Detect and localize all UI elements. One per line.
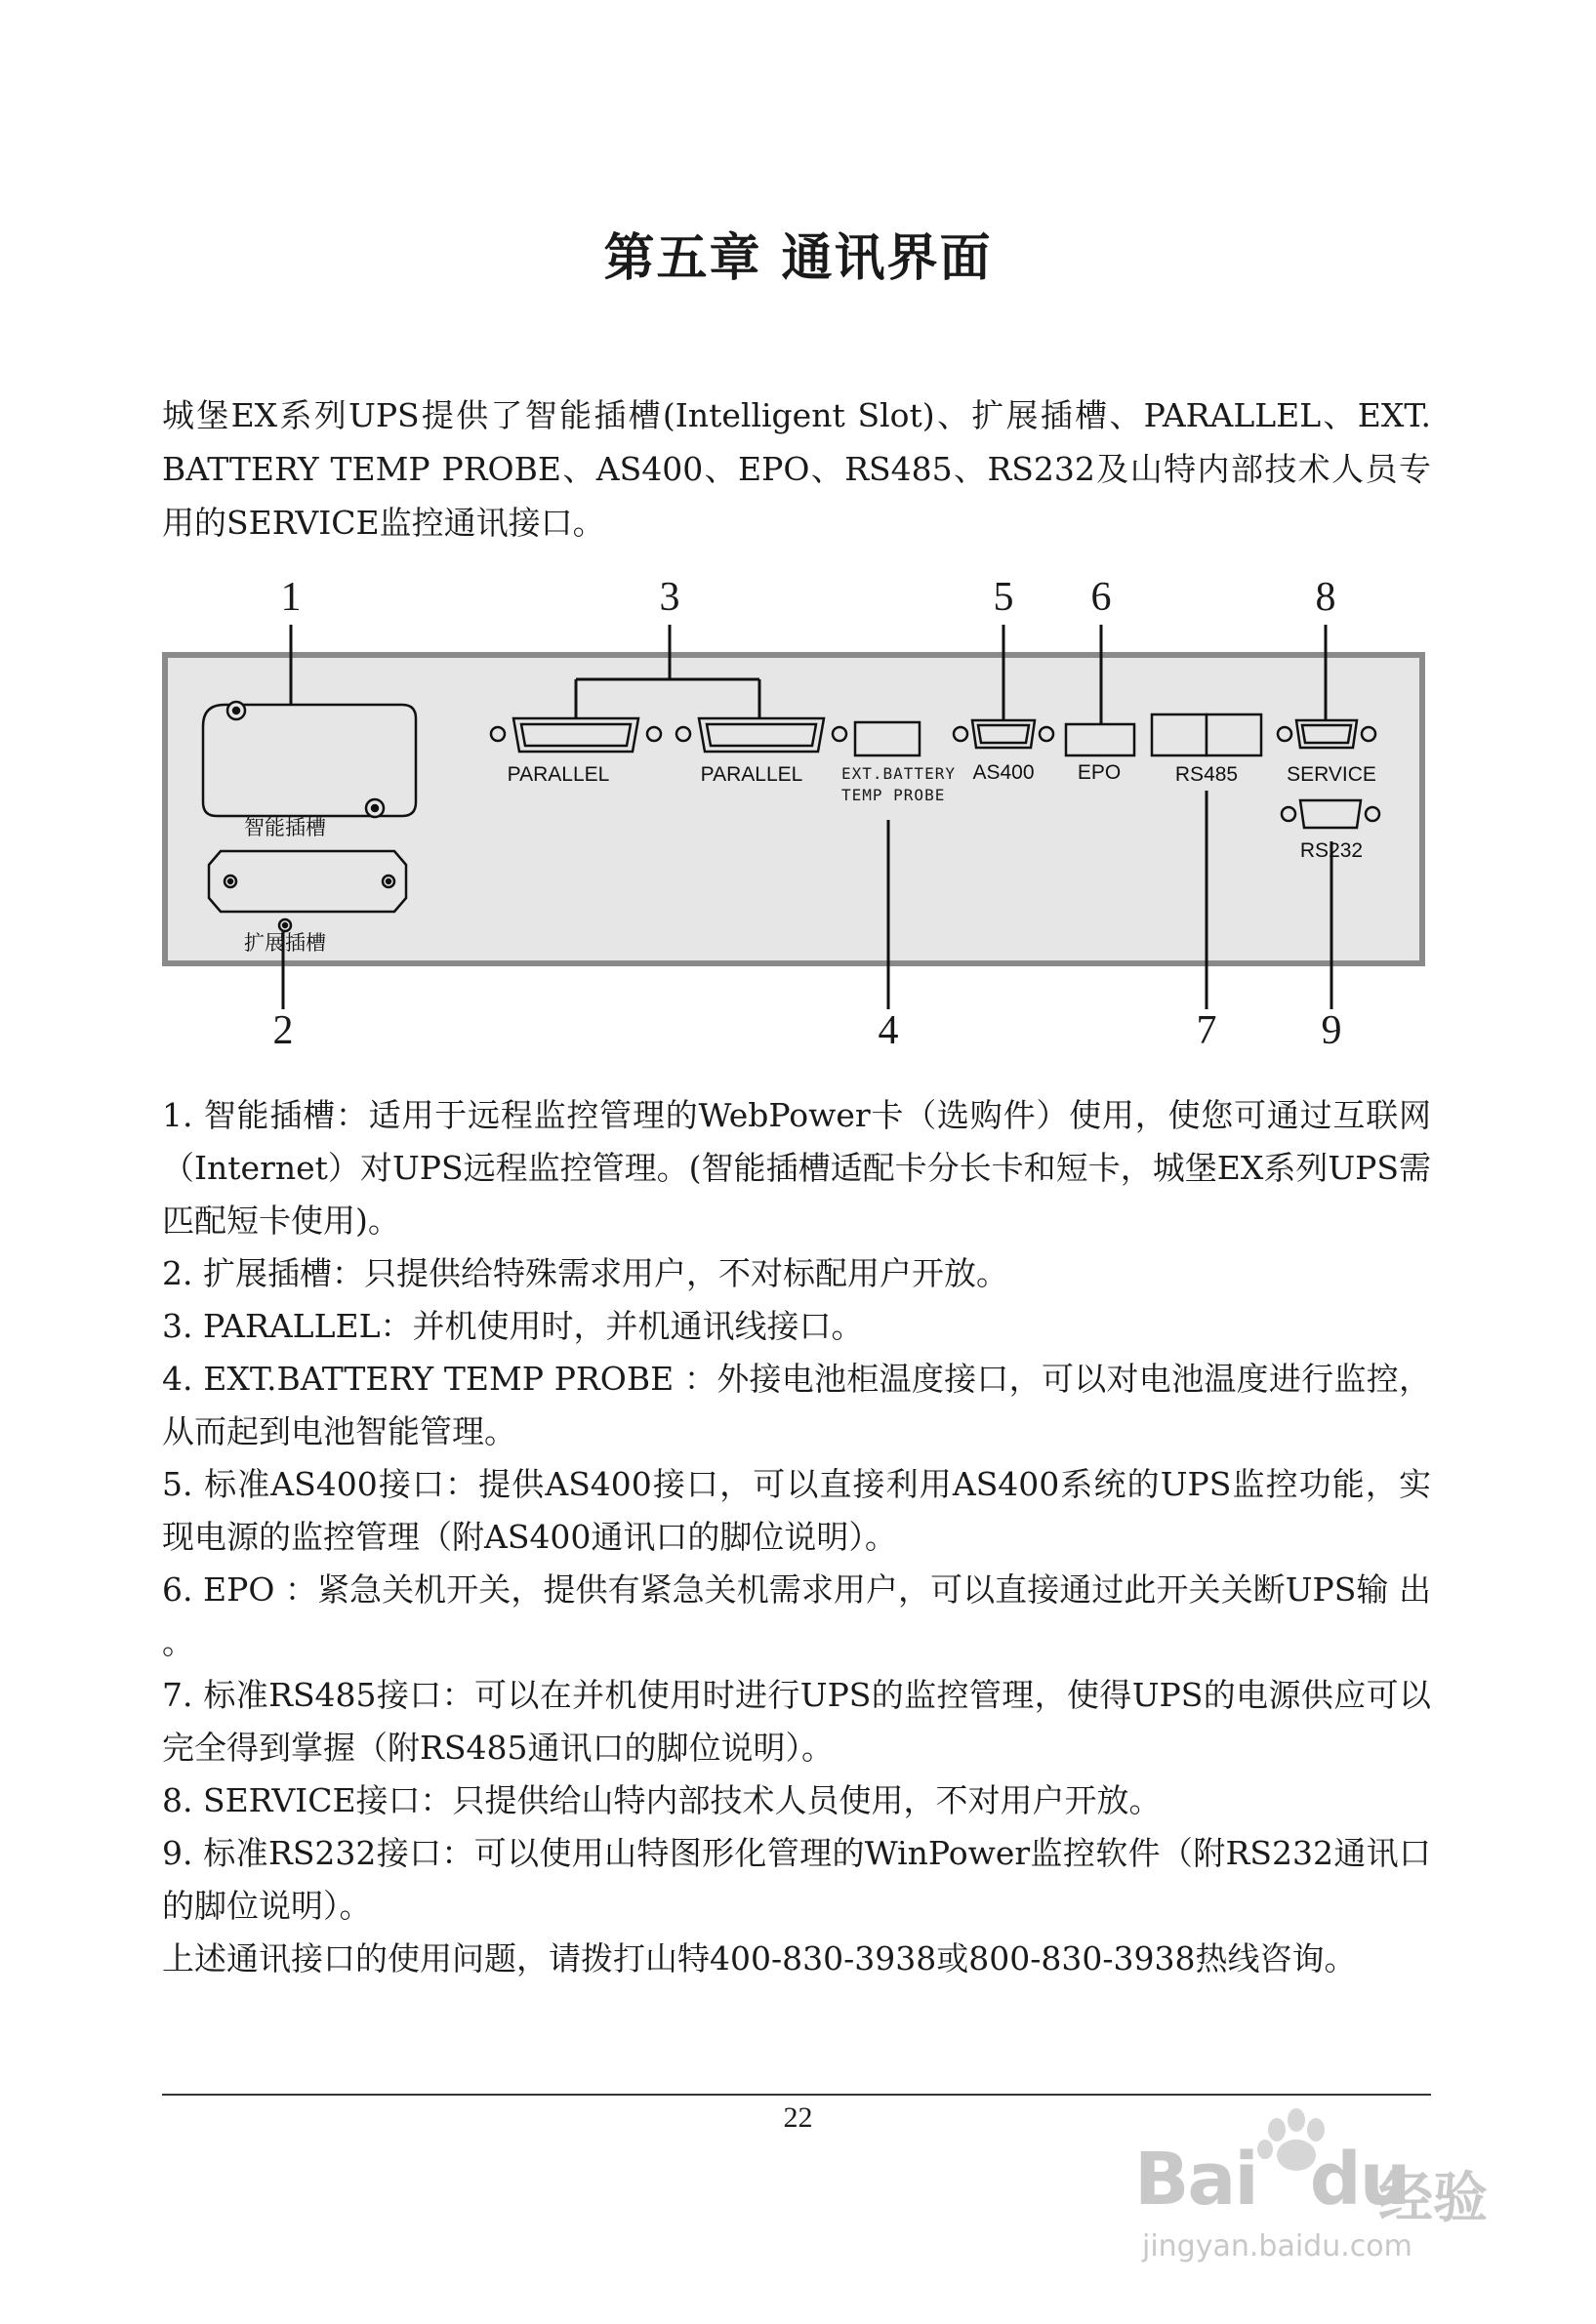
rs232-port-drawing bbox=[1282, 800, 1379, 828]
service-port-drawing bbox=[1278, 720, 1375, 748]
intelligent-slot-drawing bbox=[203, 702, 416, 817]
list-item: 5. 标准AS400接口：提供AS400接口，可以直接利用AS400系统的UPS监控功能，实现电源的监控管理（附AS400通讯口的脚位说明）。 bbox=[162, 1465, 1431, 1556]
list-item: 1. 智能插槽：适用于远程监控管理的WebPower卡（选购件）使用，使您可通过互联网（Internet）对UPS远程监控管理。(智能插槽适配卡分长卡和短卡，城堡EX系列UPS需匹配短卡使用)。 bbox=[162, 1096, 1431, 1240]
watermark-product: 经验 bbox=[1378, 2167, 1488, 2230]
callout-1: 1 bbox=[280, 575, 302, 620]
callout-6: 6 bbox=[1090, 575, 1112, 620]
hotline-note: 上述通讯接口的使用问题，请拨打山特400-830-3938或800-830-3938热线咨询。 bbox=[162, 1939, 1357, 1977]
baidu-jingyan-watermark bbox=[1119, 2079, 1509, 2274]
callout-3: 3 bbox=[659, 575, 680, 620]
panel-drawing bbox=[0, 0, 1596, 1093]
expansion-slot-label: 扩展插槽 bbox=[244, 931, 326, 955]
ext-battery-port-drawing bbox=[855, 722, 920, 755]
service-label: SERVICE bbox=[1287, 763, 1376, 786]
callout-4: 4 bbox=[878, 1008, 899, 1053]
rs485-label: RS485 bbox=[1174, 763, 1239, 786]
as400-label: AS400 bbox=[972, 761, 1035, 784]
callout-2: 2 bbox=[272, 1008, 294, 1053]
interface-description-list bbox=[162, 1089, 1431, 1985]
rs232-label: RS232 bbox=[1299, 839, 1364, 862]
epo-port-drawing bbox=[1066, 724, 1134, 755]
ext-battery-label-line2: TEMP PROBE bbox=[841, 786, 946, 804]
callout-9: 9 bbox=[1321, 1008, 1342, 1053]
list-item: 3. PARALLEL：并机使用时，并机通讯线接口。 bbox=[162, 1307, 864, 1345]
intro-paragraph: 城堡EX系列UPS提供了智能插槽(Intelligent Slot)、扩展插槽、PARALLEL、EXT. BATTERY TEMP PROBE、AS400、EPO、RS485、RS232及山特内部技术人员专用的SERVICE监控通讯接口。 bbox=[162, 396, 1431, 542]
callout-7: 7 bbox=[1196, 1008, 1217, 1053]
rs485-port-drawing bbox=[1152, 714, 1261, 755]
page-number: 22 bbox=[783, 2101, 813, 2134]
chapter-title: 第五章 通讯界面 bbox=[603, 229, 993, 288]
list-item: 4. EXT.BATTERY TEMP PROBE ：外接电池柜温度接口，可以对电池温度进行监控，从而起到电池智能管理。 bbox=[162, 1360, 1431, 1450]
list-item: 2. 扩展插槽：只提供给特殊需求用户，不对标配用户开放。 bbox=[162, 1254, 1008, 1292]
ext-battery-label-line1: EXT.BATTERY bbox=[841, 764, 956, 783]
list-item: 9. 标准RS232接口：可以使用山特图形化管理的WinPower监控软件（附RS232通讯口的脚位说明）。 bbox=[162, 1834, 1431, 1925]
watermark-brand: Bai du bbox=[1134, 2138, 1410, 2222]
intelligent-slot-label: 智能插槽 bbox=[244, 816, 326, 839]
watermark-url: jingyan.baidu.com bbox=[1142, 2229, 1412, 2263]
callout-5: 5 bbox=[993, 575, 1014, 620]
parallel-port-2-drawing bbox=[676, 718, 846, 752]
ext-battery-label bbox=[841, 763, 956, 806]
parallel-label-2: PARALLEL bbox=[700, 763, 803, 786]
parallel-port-1-drawing bbox=[491, 718, 661, 752]
expansion-slot-drawing bbox=[209, 851, 406, 931]
list-item: 8. SERVICE接口：只提供给山特内部技术人员使用，不对用户开放。 bbox=[162, 1781, 1162, 1819]
list-item: 7. 标准RS485接口：可以在并机使用时进行UPS的监控管理，使得UPS的电源供应可以完全得到掌握（附RS485通讯口的脚位说明）。 bbox=[162, 1676, 1431, 1767]
as400-port-drawing bbox=[954, 720, 1053, 748]
list-item: 6. EPO ：紧急关机开关，提供有紧急关机需求用户，可以直接通过此开关关断UPS输 出 。 bbox=[162, 1570, 1431, 1661]
parallel-label-1: PARALLEL bbox=[507, 763, 610, 786]
epo-label: EPO bbox=[1077, 761, 1122, 784]
callout-8: 8 bbox=[1315, 575, 1336, 620]
